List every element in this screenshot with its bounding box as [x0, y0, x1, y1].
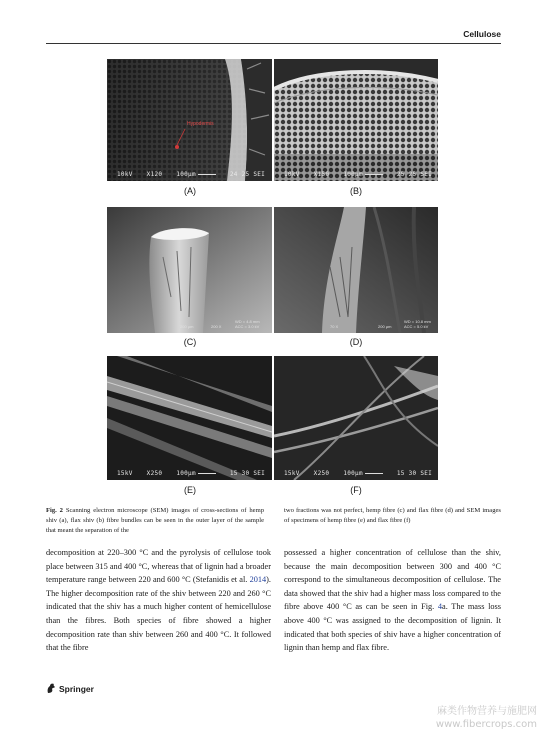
sem-code: 25 25 SEI: [396, 171, 433, 178]
sem-scale: 200 μm: [378, 324, 392, 329]
sem-kv: 10kV: [117, 171, 133, 178]
body-text: possessed a higher concentration of cellulose than the shiv, because the main decomposition between 300 and 400 °C correspond to the simultaneous decomposition of cellulose. The data showed that the shiv had a higher mass loss compared to the fibre above 400 °C as can be seen in Fig.: [284, 548, 501, 612]
publisher-name: Springer: [59, 683, 94, 694]
sem-code: 24 25 SEI: [229, 171, 266, 178]
panel-label-c: (C): [183, 337, 197, 347]
sem-image-b: [274, 59, 438, 181]
sem-magnification: X150: [313, 171, 330, 178]
body-text: a. The mass loss above 400 °C was assigned to the decomposition of lignin. It indicated that both species of shiv have a higher concentration of lignin than hemp and flax fibre.: [284, 602, 502, 653]
sem-info-bar: [107, 168, 272, 181]
sem-magnification: 70 X: [330, 324, 339, 329]
working-distance: WD = 4.8 mm: [235, 319, 260, 324]
sem-magnification: X120: [146, 171, 163, 178]
body-text: ). The higher decomposition rate of the shiv between 220 and 260 °C indicated that the shiv has a much higher content of hemicellulose than the fibres. Both species of fibre showed a higher decomposition rate than shiv between 260 and 400 °C. It followed that the fibre: [46, 575, 271, 653]
panel-label-b: (B): [350, 186, 362, 196]
sem-code: 15 30 SEI: [229, 470, 266, 477]
sem-kv: 15kV: [284, 470, 300, 477]
panel-label-f: (F): [350, 485, 362, 495]
panel-label-a: (A): [184, 186, 196, 196]
sem-magnification: 200 X: [211, 324, 222, 329]
panel-label-d: (D): [349, 337, 363, 347]
body-column-right: [284, 546, 501, 655]
panel-label-e: (E): [184, 485, 196, 495]
figure-number: Fig. 2: [46, 507, 63, 514]
scale-bar: [198, 473, 216, 474]
acceleration-voltage: ACC = 5.0 kV: [404, 324, 429, 329]
sem-info-bar: [274, 168, 438, 181]
sem-magnification: X250: [313, 470, 330, 477]
hypodermis-annotation: Hypodermis: [187, 121, 214, 127]
figure-link[interactable]: 4: [437, 602, 443, 612]
watermark: [436, 705, 537, 731]
scale-bar: [365, 174, 383, 175]
header-rule: [46, 43, 501, 44]
sem-scale: 100μm: [343, 470, 363, 477]
watermark-line: 麻类作物营养与施肥网: [437, 706, 537, 717]
sem-image-e: [107, 356, 272, 480]
sem-magnification: X250: [146, 470, 163, 477]
sem-scale: 100μm: [176, 470, 196, 477]
caption-text: two fractions was not perfect, hemp fibre (c) and flax fibre (d) and SEM images of specimens of hemp fibre (e) and flax fibre (f): [284, 507, 501, 524]
body-column-left: [46, 546, 271, 655]
citation-link[interactable]: 2014: [249, 575, 267, 585]
scale-bar: [198, 174, 216, 175]
sem-info-box: [404, 319, 431, 329]
sem-info-bar: [274, 467, 438, 480]
sem-info-box: [235, 319, 260, 329]
sem-scale: 100μm: [343, 171, 363, 178]
sem-image-f: [274, 356, 438, 480]
body-text: decomposition at 220–300 °C and the pyrolysis of cellulose took place between 315 and 400 °C, whereas that of lignin had a broader temperature range between 220 and 600 °C (Stefanidis et al.: [46, 548, 271, 585]
figure-caption-right: [284, 506, 501, 526]
sem-code: 15 30 SEI: [396, 470, 433, 477]
springer-horse-icon: [46, 683, 56, 694]
scale-bar: [365, 473, 383, 474]
sem-image-d: [274, 207, 438, 333]
sem-info-bar: [107, 467, 272, 480]
sem-image-a: [107, 59, 272, 181]
publisher-logo: [46, 683, 94, 694]
working-distance: WD = 10.8 mm: [404, 319, 431, 324]
sem-scale: 100μm: [176, 171, 196, 178]
sem-kv: 15kV: [117, 470, 133, 477]
figure-caption-left: [46, 506, 264, 536]
sem-image-c: [107, 207, 272, 333]
running-header-title: Cellulose: [463, 29, 501, 39]
acceleration-voltage: ACC = 3.0 kV: [235, 324, 260, 329]
sem-kv: 10kV: [284, 171, 300, 178]
sem-scale: 200 μm: [180, 324, 194, 329]
caption-text: Scanning electron microscope (SEM) images of cross-sections of hemp shiv (a), flax shiv (b) fibre bundles can be seen in the outer layer of the sample that meant the separation of the: [46, 507, 264, 534]
watermark-url: www.fibercrops.com: [435, 719, 537, 730]
